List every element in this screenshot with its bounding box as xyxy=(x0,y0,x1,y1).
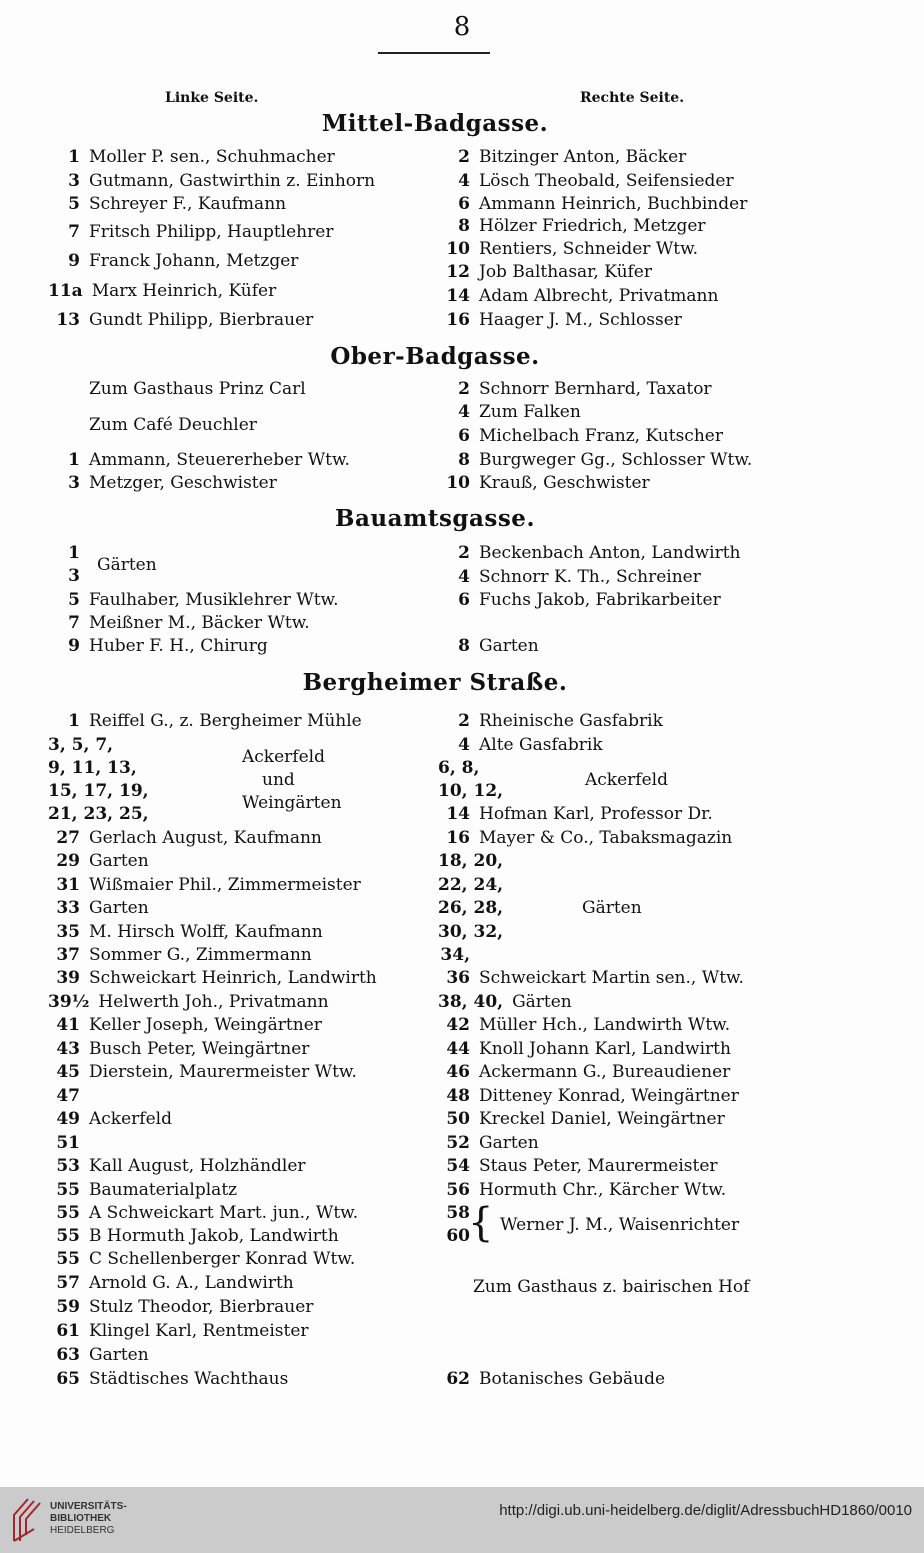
house-number: 43 xyxy=(56,1039,80,1059)
house-number: 16 xyxy=(446,828,470,848)
house-number: 26, 28, xyxy=(438,898,504,918)
house-number: 55 xyxy=(56,1249,80,1269)
address-entry xyxy=(438,733,603,757)
address-entry xyxy=(438,1037,731,1061)
resident-text: Gärten xyxy=(512,992,572,1012)
resident-text: Arnold G. A., Landwirth xyxy=(89,1273,294,1293)
address-entry xyxy=(438,237,698,261)
house-number: 62 xyxy=(446,1369,470,1389)
address-entry xyxy=(438,1107,725,1131)
library-line1: UNIVERSITÄTS- xyxy=(50,1501,127,1512)
address-entry xyxy=(438,471,650,495)
address-entry xyxy=(48,1060,357,1084)
house-number: 4 xyxy=(458,402,470,422)
resident-text: M. Hirsch Wolff, Kaufmann xyxy=(89,922,323,942)
house-number: 58 xyxy=(446,1203,470,1223)
resident-text: Stulz Theodor, Bierbrauer xyxy=(89,1297,314,1317)
house-number: 57 xyxy=(56,1273,80,1293)
address-entry xyxy=(438,1013,730,1037)
resident-text: Baumaterialplatz xyxy=(89,1180,238,1200)
house-number: 7 xyxy=(68,613,80,633)
address-entry xyxy=(48,249,298,273)
house-number: 14 xyxy=(446,804,470,824)
address-entry xyxy=(438,1084,739,1108)
resident-text: Alte Gasfabrik xyxy=(479,735,603,755)
address-entry xyxy=(48,1247,355,1271)
library-logo-icon xyxy=(10,1495,44,1543)
page-number: 8 xyxy=(453,12,471,42)
resident-text: Garten xyxy=(89,851,149,871)
address-entry xyxy=(48,966,377,990)
address-entry xyxy=(438,541,740,565)
resident-text: Staus Peter, Maurermeister xyxy=(479,1156,718,1176)
address-entry xyxy=(48,733,122,757)
house-number: 1 xyxy=(68,711,80,731)
resident-text: Gundt Philipp, Bierbrauer xyxy=(89,310,314,330)
house-number: 22, 24, xyxy=(438,875,504,895)
resident-text: Wißmaier Phil., Zimmermeister xyxy=(89,875,361,895)
address-entry xyxy=(48,1154,306,1178)
address-entry xyxy=(48,943,312,967)
resident-text: Zum Café Deuchler xyxy=(89,415,257,435)
address-entry xyxy=(48,1201,358,1225)
resident-text: Job Balthasar, Küfer xyxy=(479,262,652,282)
house-number: 6 xyxy=(458,426,470,446)
house-number: 65 xyxy=(56,1369,80,1389)
address-entry xyxy=(438,145,686,169)
address-entry xyxy=(438,826,732,850)
resident-text: Ackermann G., Bureaudiener xyxy=(479,1062,731,1082)
resident-text: Zum Falken xyxy=(479,402,581,422)
address-entry xyxy=(48,990,329,1014)
address-entry xyxy=(438,377,712,401)
address-entry xyxy=(48,1037,309,1061)
street-heading: Mittel-Badgasse. xyxy=(321,110,549,137)
resident-text: A Schweickart Mart. jun., Wtw. xyxy=(89,1203,359,1223)
resident-text: Helwerth Joh., Privatmann xyxy=(98,992,329,1012)
address-entry xyxy=(48,413,257,437)
right-side-label: Rechte Seite. xyxy=(580,90,685,106)
address-entry xyxy=(48,541,89,565)
resident-text: B Hormuth Jakob, Landwirth xyxy=(89,1226,339,1246)
resident-text: Bitzinger Anton, Bäcker xyxy=(479,147,687,167)
resident-text: Adam Albrecht, Privatmann xyxy=(479,286,719,306)
address-entry xyxy=(48,377,306,401)
resident-text: Haager J. M., Schlosser xyxy=(479,310,682,330)
address-entry xyxy=(48,1084,89,1108)
address-entry xyxy=(48,826,322,850)
house-number: 8 xyxy=(458,636,470,656)
address-entry xyxy=(438,966,744,990)
house-number: 48 xyxy=(446,1086,470,1106)
address-entry xyxy=(48,145,335,169)
resident-text: Ditteney Konrad, Weingärtner xyxy=(479,1086,739,1106)
house-number: 41 xyxy=(56,1015,80,1035)
address-entry xyxy=(48,1224,339,1248)
resident-text: Schreyer F., Kaufmann xyxy=(89,194,287,214)
resident-text: Kall August, Holzhändler xyxy=(89,1156,306,1176)
address-entry xyxy=(438,1131,539,1155)
address-entry xyxy=(438,214,706,238)
house-number: 13 xyxy=(56,310,80,330)
address-entry xyxy=(48,279,276,303)
house-number: 10 xyxy=(446,473,470,493)
library-name xyxy=(50,1501,127,1537)
address-entry xyxy=(48,169,375,193)
house-number: 34, xyxy=(440,945,470,965)
resident-text: Michelbach Franz, Kutscher xyxy=(479,426,723,446)
house-number: 6, 8, xyxy=(438,758,480,778)
house-number: 8 xyxy=(458,450,470,470)
address-entry xyxy=(438,943,479,967)
house-number: 35 xyxy=(56,922,80,942)
address-entry xyxy=(438,169,734,193)
house-number: 49 xyxy=(56,1109,80,1129)
house-number: 39½ xyxy=(48,992,90,1012)
resident-text: Knoll Johann Karl, Landwirth xyxy=(479,1039,731,1059)
resident-text: Garten xyxy=(89,898,149,918)
house-number: 51 xyxy=(56,1133,80,1153)
address-entry xyxy=(438,990,572,1014)
resident-text: Meißner M., Bäcker Wtw. xyxy=(89,613,310,633)
resident-text: Schweickart Heinrich, Landwirth xyxy=(89,968,377,988)
resident-text: Franck Johann, Metzger xyxy=(89,251,299,271)
address-entry xyxy=(48,779,158,803)
resident-text: Ackerfeld xyxy=(89,1109,172,1129)
address-entry xyxy=(48,873,361,897)
resident-text: Metzger, Geschwister xyxy=(89,473,277,493)
house-number: 16 xyxy=(446,310,470,330)
left-side-label: Linke Seite. xyxy=(165,90,259,106)
address-entry xyxy=(48,611,310,635)
house-number: 10, 12, xyxy=(438,781,504,801)
address-entry xyxy=(48,920,323,944)
house-number: 6 xyxy=(458,590,470,610)
annotation-note: Weingärten xyxy=(242,793,342,813)
address-entry xyxy=(48,849,149,873)
resident-text: Garten xyxy=(479,1133,539,1153)
annotation-note: Ackerfeld xyxy=(585,770,668,790)
address-entry xyxy=(438,400,581,424)
address-entry xyxy=(438,588,721,612)
address-entry xyxy=(438,802,713,826)
house-number: 8 xyxy=(458,216,470,236)
house-number: 2 xyxy=(458,379,470,399)
house-number: 14 xyxy=(446,286,470,306)
resident-text: Hölzer Friedrich, Metzger xyxy=(479,216,706,236)
house-number: 55 xyxy=(56,1226,80,1246)
house-number: 59 xyxy=(56,1297,80,1317)
address-entry xyxy=(438,634,539,658)
house-number: 60 xyxy=(446,1226,470,1246)
resident-text: Klingel Karl, Rentmeister xyxy=(89,1321,309,1341)
street-heading: Bergheimer Straße. xyxy=(302,669,568,696)
house-number: 6 xyxy=(458,194,470,214)
resident-text: Ammann, Steuererheber Wtw. xyxy=(89,450,350,470)
house-number: 4 xyxy=(458,735,470,755)
house-number: 5 xyxy=(68,194,80,214)
address-entry xyxy=(48,1367,288,1391)
house-number: 36 xyxy=(446,968,470,988)
house-number: 42 xyxy=(446,1015,470,1035)
resident-text: Busch Peter, Weingärtner xyxy=(89,1039,310,1059)
resident-text: Sommer G., Zimmermann xyxy=(89,945,312,965)
resident-text: Beckenbach Anton, Landwirth xyxy=(479,543,741,563)
house-number: 3, 5, 7, xyxy=(48,735,114,755)
resident-text: Gutmann, Gastwirthin z. Einhorn xyxy=(89,171,376,191)
address-entry xyxy=(48,448,350,472)
resident-text: Zum Gasthaus Prinz Carl xyxy=(89,379,306,399)
resident-text: Ammann Heinrich, Buchbinder xyxy=(479,194,748,214)
house-number: 31 xyxy=(56,875,80,895)
house-number: 33 xyxy=(56,898,80,918)
house-number: 46 xyxy=(446,1062,470,1082)
resident-text: Müller Hch., Landwirth Wtw. xyxy=(479,1015,731,1035)
house-number: 2 xyxy=(458,543,470,563)
resident-text: Burgweger Gg., Schlosser Wtw. xyxy=(479,450,753,470)
house-number: 56 xyxy=(446,1180,470,1200)
house-number: 12 xyxy=(446,262,470,282)
house-number: 2 xyxy=(458,711,470,731)
address-entry xyxy=(48,1271,294,1295)
resident-text: Mayer & Co., Tabaksmagazin xyxy=(479,828,733,848)
address-entry xyxy=(438,448,752,472)
address-entry xyxy=(48,896,149,920)
address-entry xyxy=(48,588,338,612)
resident-text: Krauß, Geschwister xyxy=(479,473,650,493)
house-number: 4 xyxy=(458,171,470,191)
library-line3: HEIDELBERG xyxy=(50,1525,115,1536)
house-number: 61 xyxy=(56,1321,80,1341)
house-number: 54 xyxy=(446,1156,470,1176)
house-number: 5 xyxy=(68,590,80,610)
house-number: 29 xyxy=(56,851,80,871)
resident-text: Faulhaber, Musiklehrer Wtw. xyxy=(89,590,339,610)
resident-text: Fritsch Philipp, Hauptlehrer xyxy=(89,222,334,242)
resident-text: Schweickart Martin sen., Wtw. xyxy=(479,968,744,988)
house-number: 44 xyxy=(446,1039,470,1059)
address-entry xyxy=(48,308,313,332)
street-heading: Ober-Badgasse. xyxy=(330,343,540,370)
house-number: 1 xyxy=(68,543,80,563)
resident-text: Fuchs Jakob, Fabrikarbeiter xyxy=(479,590,721,610)
house-number: 10 xyxy=(446,239,470,259)
address-entry xyxy=(48,802,158,826)
resident-text: Schnorr K. Th., Schreiner xyxy=(479,567,701,587)
resident-text: Schnorr Bernhard, Taxator xyxy=(479,379,712,399)
house-number: 38, 40, xyxy=(438,992,504,1012)
address-entry xyxy=(438,779,512,803)
house-number: 50 xyxy=(446,1109,470,1129)
address-entry xyxy=(438,920,512,944)
address-entry xyxy=(48,1131,89,1155)
address-entry xyxy=(438,849,512,873)
resident-text: Kreckel Daniel, Weingärtner xyxy=(479,1109,725,1129)
address-entry xyxy=(438,284,718,308)
house-number: 15, 17, 19, xyxy=(48,781,149,801)
resident-text: Keller Joseph, Weingärtner xyxy=(89,1015,322,1035)
resident-text: Marx Heinrich, Küfer xyxy=(91,281,277,301)
resident-text: Garten xyxy=(479,636,539,656)
address-entry xyxy=(48,564,89,588)
house-number: 3 xyxy=(68,566,80,586)
address-entry xyxy=(438,1060,730,1084)
house-number: 3 xyxy=(68,171,80,191)
resident-text: Hormuth Chr., Kärcher Wtw. xyxy=(479,1180,727,1200)
address-entry xyxy=(438,709,663,733)
resident-text: C Schellenberger Konrad Wtw. xyxy=(89,1249,356,1269)
resident-text: Reiffel G., z. Bergheimer Mühle xyxy=(89,711,362,731)
library-line2: BIBLIOTHEK xyxy=(50,1513,112,1524)
address-entry xyxy=(438,1178,726,1202)
house-number: 53 xyxy=(56,1156,80,1176)
address-entry xyxy=(48,756,146,780)
address-entry xyxy=(438,873,512,897)
resident-text: Botanisches Gebäude xyxy=(479,1369,666,1389)
resident-text: Rentiers, Schneider Wtw. xyxy=(479,239,699,259)
house-number: 9, 11, 13, xyxy=(48,758,137,778)
house-number: 30, 32, xyxy=(438,922,504,942)
house-number: 11a xyxy=(48,281,83,301)
annotation-note: Gärten xyxy=(97,555,157,575)
resident-text: Lösch Theobald, Seifensieder xyxy=(479,171,734,191)
house-number: 9 xyxy=(68,636,80,656)
address-entry xyxy=(48,634,268,658)
resident-text: Rheinische Gasfabrik xyxy=(479,711,663,731)
house-number: 27 xyxy=(56,828,80,848)
house-number: 18, 20, xyxy=(438,851,504,871)
address-entry xyxy=(48,192,286,216)
address-entry xyxy=(438,424,723,448)
house-number: 45 xyxy=(56,1062,80,1082)
address-entry xyxy=(438,308,682,332)
address-entry xyxy=(438,756,488,780)
address-entry xyxy=(48,220,333,244)
address-entry xyxy=(48,1343,149,1367)
address-entry xyxy=(438,192,747,216)
house-number: 63 xyxy=(56,1345,80,1365)
house-number: 9 xyxy=(68,251,80,271)
resident-text: Moller P. sen., Schuhmacher xyxy=(89,147,335,167)
brace-mark: { xyxy=(468,1200,494,1246)
house-number: 39 xyxy=(56,968,80,988)
resident-text: Garten xyxy=(89,1345,149,1365)
address-entry xyxy=(438,1154,718,1178)
house-number: 1 xyxy=(68,450,80,470)
annotation-note: Ackerfeld xyxy=(242,747,325,767)
header-rule xyxy=(378,52,490,54)
house-number: 1 xyxy=(68,147,80,167)
address-entry xyxy=(48,1107,172,1131)
address-entry xyxy=(48,471,277,495)
address-entry xyxy=(438,260,652,284)
house-number: 37 xyxy=(56,945,80,965)
annotation-note: Gärten xyxy=(582,898,642,918)
address-entry xyxy=(48,1319,309,1343)
resident-text: Gerlach August, Kaufmann xyxy=(89,828,322,848)
resident-text: Hofman Karl, Professor Dr. xyxy=(479,804,713,824)
resident-text: Städtisches Wachthaus xyxy=(89,1369,289,1389)
source-url[interactable]: http://digi.ub.uni-heidelberg.de/diglit/AdressbuchHD1860/0010 xyxy=(499,1502,912,1519)
address-entry xyxy=(438,1367,665,1391)
house-number: 2 xyxy=(458,147,470,167)
house-number: 47 xyxy=(56,1086,80,1106)
footer-bar xyxy=(0,1487,924,1553)
house-number: 52 xyxy=(446,1133,470,1153)
house-number: 55 xyxy=(56,1203,80,1223)
address-entry xyxy=(48,1295,313,1319)
street-heading: Bauamtsgasse. xyxy=(335,505,535,532)
annotation-note: Zum Gasthaus z. bairischen Hof xyxy=(473,1277,750,1297)
address-entry xyxy=(438,565,701,589)
house-number: 21, 23, 25, xyxy=(48,804,149,824)
address-entry xyxy=(48,1013,322,1037)
resident-text: Huber F. H., Chirurg xyxy=(89,636,268,656)
address-entry xyxy=(48,1178,237,1202)
house-number: 55 xyxy=(56,1180,80,1200)
house-number: 4 xyxy=(458,567,470,587)
house-number: 3 xyxy=(68,473,80,493)
address-entry xyxy=(48,709,362,733)
annotation-note: Werner J. M., Waisenrichter xyxy=(500,1215,740,1235)
address-entry xyxy=(438,896,512,920)
house-number: 7 xyxy=(68,222,80,242)
resident-text: Dierstein, Maurermeister Wtw. xyxy=(89,1062,357,1082)
annotation-note: und xyxy=(262,770,295,790)
